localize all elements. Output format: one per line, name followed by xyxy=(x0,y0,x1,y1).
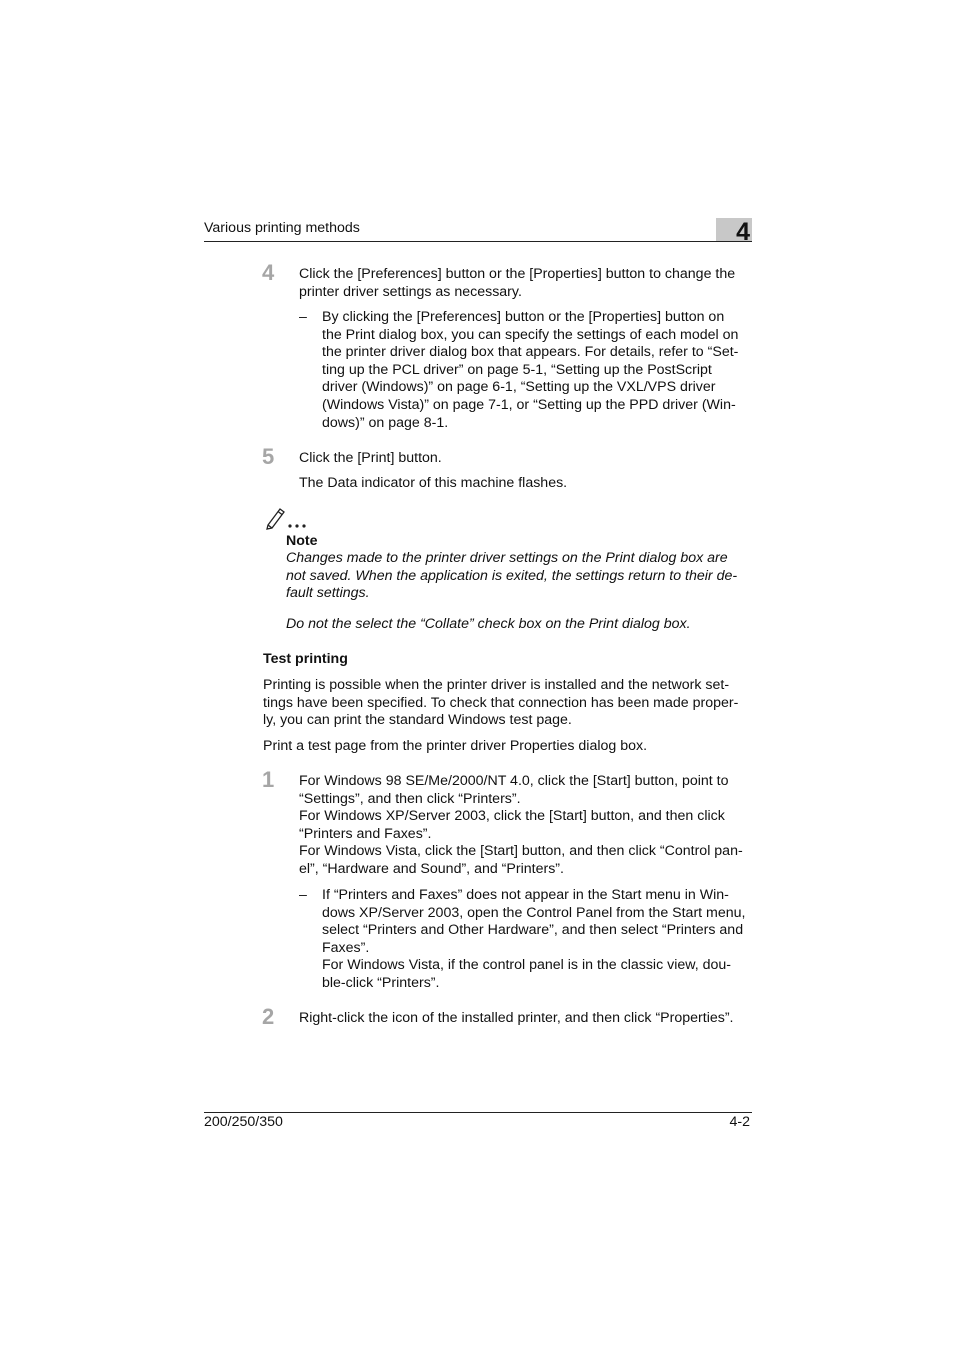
step-result: The Data indicator of this machine flashes. xyxy=(299,475,568,491)
text-line: For Windows Vista, click the [Start] button, and then click “Control pan- xyxy=(299,843,743,860)
text-line: “Printers and Faxes”. xyxy=(299,825,432,842)
chapter-number: 4 xyxy=(736,218,750,246)
text-line: If “Printers and Faxes” does not appear in the Start menu in Win- xyxy=(322,887,729,903)
section-paragraph xyxy=(263,677,753,730)
section-paragraph: Print a test page from the printer driver Properties dialog box. xyxy=(263,738,648,754)
step-text xyxy=(299,266,751,301)
step-text xyxy=(299,773,751,879)
text-line: Changes made to the printer driver settings on the Print dialog box are xyxy=(286,550,728,566)
pencil-note-icon xyxy=(263,505,315,531)
footer-divider xyxy=(204,1112,752,1113)
text-line: For Windows XP/Server 2003, click the [Start] button, and then click xyxy=(299,808,725,825)
text-line: dows XP/Server 2003, open the Control Panel from the Start menu, xyxy=(322,904,746,921)
footer-model: 200/250/350 xyxy=(204,1114,283,1130)
text-line: Click the [Print] button. xyxy=(299,450,442,466)
sub-item-text xyxy=(322,309,752,432)
step-text xyxy=(299,450,751,468)
running-header-title: Various printing methods xyxy=(204,220,360,236)
dash-bullet: – xyxy=(299,309,307,325)
text-line: printer driver settings as necessary. xyxy=(299,283,522,300)
note-heading: Note xyxy=(286,533,318,549)
text-line: “Settings”, and then click “Printers”. xyxy=(299,790,521,807)
step-number: 1 xyxy=(262,767,275,792)
text-line: ble-click “Printers”. xyxy=(322,974,440,991)
footer-page-number: 4-2 xyxy=(729,1114,750,1130)
header-divider xyxy=(204,241,752,242)
text-line: el”, “Hardware and Sound”, and “Printers”. xyxy=(299,860,564,877)
section-heading: Test printing xyxy=(263,651,348,667)
text-line: (Windows Vista)” on page 7-1, or “Setting up the PPD driver (Win- xyxy=(322,396,736,413)
step-number: 2 xyxy=(262,1004,275,1029)
text-line: fault settings. xyxy=(286,585,370,602)
text-line: For Windows 98 SE/Me/2000/NT 4.0, click the [Start] button, point to xyxy=(299,773,729,789)
chapter-tab xyxy=(716,218,752,246)
text-line: select “Printers and Other Hardware”, and then select “Printers and xyxy=(322,922,744,939)
text-line: ly, you can print the standard Windows test page. xyxy=(263,712,572,729)
text-line: driver (Windows)” on page 6-1, “Setting up the VXL/VPS driver xyxy=(322,379,716,396)
dash-bullet: – xyxy=(299,887,307,903)
step-number: 4 xyxy=(262,260,275,285)
text-line: By clicking the [Preferences] button or the [Properties] button on xyxy=(322,309,725,325)
note-paragraph: Do not the select the “Collate” check box on the Print dialog box. xyxy=(286,616,691,632)
sub-item-text xyxy=(322,887,752,993)
text-line: not saved. When the application is exited, the settings return to their de- xyxy=(286,567,738,584)
text-line: Printing is possible when the printer driver is installed and the network set- xyxy=(263,677,730,693)
text-line: dows)” on page 8-1. xyxy=(322,414,449,431)
text-line: the printer driver dialog box that appears. For details, refer to “Set- xyxy=(322,344,739,361)
text-line: tings have been specified. To check that connection has been made proper- xyxy=(263,694,739,711)
text-line: the Print dialog box, you can specify the settings of each model on xyxy=(322,326,739,343)
step-number: 5 xyxy=(262,444,275,469)
text-line: Faxes”. xyxy=(322,939,370,956)
text-line: Click the [Preferences] button or the [Properties] button to change the xyxy=(299,266,736,282)
text-line: For Windows Vista, if the control panel is in the classic view, dou- xyxy=(322,957,731,974)
note-paragraph xyxy=(286,550,752,603)
text-line: ting up the PCL driver” on page 5-1, “Setting up the PostScript xyxy=(322,361,712,378)
text-line: Right-click the icon of the installed printer, and then click “Properties”. xyxy=(299,1010,734,1026)
step-text xyxy=(299,1010,751,1028)
